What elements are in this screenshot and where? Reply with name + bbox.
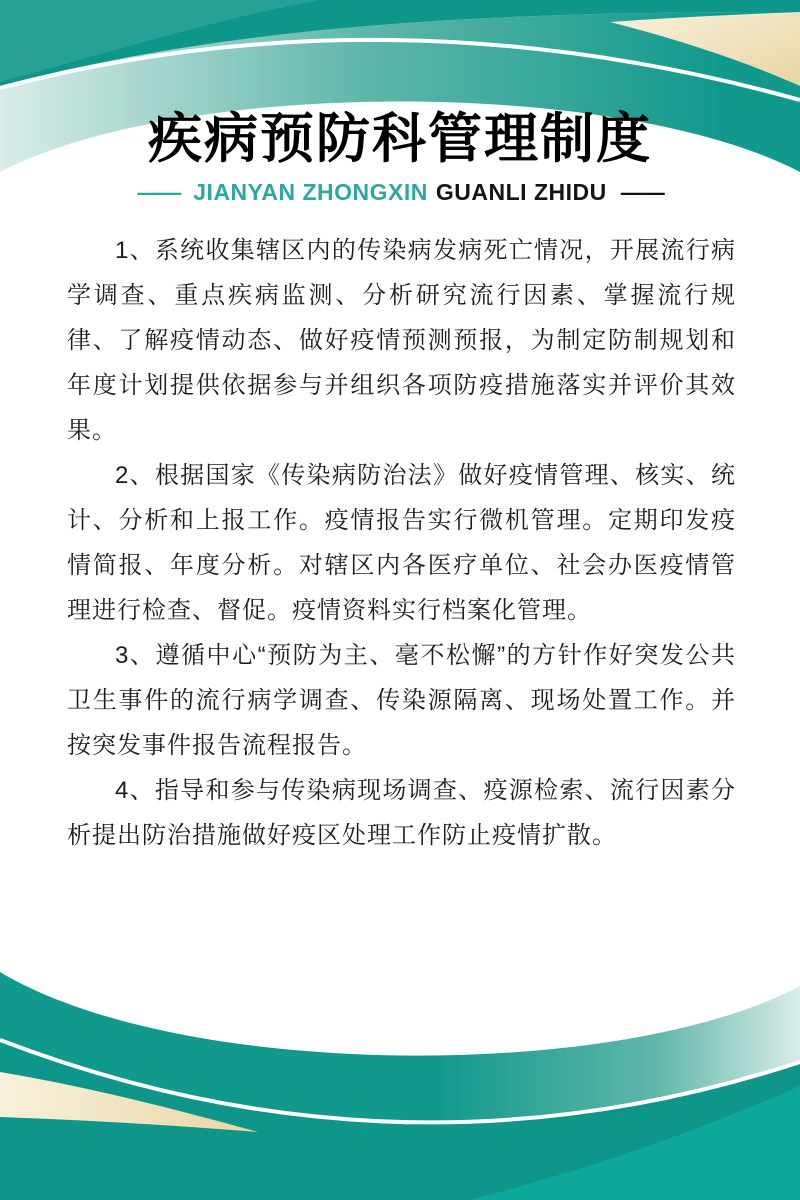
bottom-swoosh-graphic	[0, 920, 800, 1200]
subtitle-pinyin-teal: JIANYAN ZHONGXIN	[193, 179, 428, 205]
subtitle-pinyin-dark: GUANLI ZHIDU	[435, 179, 607, 205]
subtitle-dash-left: ——	[137, 179, 180, 205]
page-title: 疾病预防科管理制度	[148, 109, 652, 169]
policy-text	[67, 228, 736, 858]
policy-paragraph-4: 4、指导和参与传染病现场调查、疫源检索、流行因素分析提出防治措施做好疫区处理工作防止疫情扩散。	[67, 777, 736, 849]
subtitle-dash-right: ——	[620, 179, 663, 205]
policy-paragraph-1: 1、系统收集辖区内的传染病发病死亡情况，开展流行病学调查、重点疾病监测、分析研究流行因素、掌握流行规律、了解疫情动态、做好疫情预测预报，为制定防制规划和年度计划提供依据参与并组织各项防疫措施落实并评价其效果。	[67, 237, 736, 444]
policy-paragraph-3: 3、遵循中心“预防为主、毫不松懈”的方针作好突发公共卫生事件的流行病学调查、传染源隔离、现场处置工作。并按突发事件报告流程报告。	[67, 642, 736, 759]
bottom-decoration	[0, 920, 800, 1200]
policy-paragraph-2: 2、根据国家《传染病防治法》做好疫情管理、核实、统计、分析和上报工作。疫情报告实行微机管理。定期印发疫情简报、年度分析。对辖区内各医疗单位、社会办医疫情管理进行检查、督促。疫情资料实行档案化管理。	[67, 462, 736, 624]
subtitle	[0, 179, 800, 206]
